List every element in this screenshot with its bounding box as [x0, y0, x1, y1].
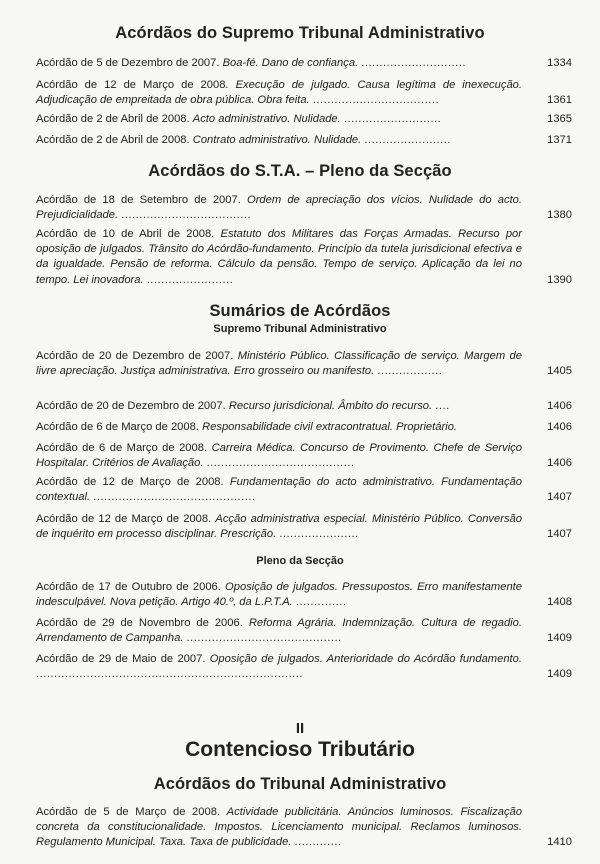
entry-date: Acórdão de 20 de Dezembro de 2007.	[36, 350, 234, 362]
index-entry: Acórdão de 17 de Outubro de 2006. Oposição de julgados. Pressupostos. Erro manifestamente indesculpável. Nova petição. Artigo 40.º, da L.P.T.A. .............. 1408	[36, 580, 572, 610]
entry-date: Acórdão de 2 de Abril de 2008.	[36, 113, 190, 125]
entry-subject: Reforma Agrária. Indemnização. Cultura de regadio. Arrendamento de Campanha.	[36, 617, 522, 645]
entry-date: Acórdão de 17 de Outubro de 2006.	[36, 581, 221, 593]
entry-page: 1365	[547, 113, 572, 125]
entry-page: 1409	[547, 632, 572, 645]
entry-page: 1410	[547, 836, 572, 849]
entry-date: Acórdão de 6 de Março de 2008.	[36, 421, 199, 433]
part-title: Contencioso Tributário	[185, 738, 415, 761]
entry-date: Acórdão de 12 de Março de 2008.	[36, 513, 212, 525]
index-entry: Acórdão de 12 de Março de 2008. Fundamentação do acto administrativo. Fundamentação contextual. ............................................. 1407	[36, 475, 572, 505]
entry-date: Acórdão de 18 de Setembro de 2007.	[36, 194, 241, 206]
entry-subject: Boa-fé. Dano de confiança.	[222, 57, 359, 69]
entry-date: Acórdão de 12 de Março de 2008.	[36, 79, 229, 91]
index-entry: Acórdão de 10 de Abril de 2008. Estatuto dos Militares das Forças Armadas. Recurso por oposição de julgados. Trânsito do Acórdão-fundamento. Princípio da tutela jurisdicional efectiva e da igualdade. Pensão de reforma. Cálculo da pensão. Tempo de serviço. Aplicação da lei no tempo. Lei inovadora. ........................ 1390	[36, 227, 572, 288]
entry-subject: Ministério Público. Classificação de serviço. Margem de livre apreciação. Justiça administrativa. Erro grosseiro ou manifesto.	[36, 350, 522, 378]
entry-date: Acórdão de 29 de Novembro de 2006.	[36, 617, 243, 629]
entry-page: 1406	[547, 457, 572, 470]
index-entry: Acórdão de 6 de Março de 2008. Carreira Médica. Concurso de Provimento. Chefe de Serviço Hospitalar. Critérios de Avaliação. ......................................... 1406	[36, 441, 572, 471]
index-entry: Acórdão de 5 de Dezembro de 2007. Boa-fé. Dano de confiança. ............................. 1334	[36, 56, 572, 71]
index-entry: Acórdão de 29 de Novembro de 2006. Reforma Agrária. Indemnização. Cultura de regadio. Arrendamento de Campanha. ........................................... 1409	[36, 616, 572, 646]
entry-subject: Contrato administrativo. Nulidade.	[192, 134, 362, 146]
index-entry: Acórdão de 2 de Abril de 2008. Contrato administrativo. Nulidade. ........................ 1371	[36, 133, 572, 148]
entry-subject: Carreira Médica. Concurso de Provimento. Chefe de Serviço Hospitalar. Critérios de Avaliação.	[36, 442, 523, 470]
entry-subject: Actividade publicitária. Anúncios luminosos. Fiscalização concreta da constitucionalidade. Impostos. Licenciamento municipal. Reclamos luminosos. Regulamento Municipal. Taxa. Taxa de publicidade.	[36, 806, 522, 849]
section-title-tributario: Acórdãos do Tribunal Administrativo	[153, 775, 447, 793]
index-entry: Acórdão de 29 de Maio de 2007. Oposição de julgados. Anterioridade do Acórdão fundamento. .......................................................................... 1409	[36, 652, 572, 682]
entry-subject: Oposição de julgados. Anterioridade do Acórdão fundamento.	[209, 653, 522, 665]
index-entry: Acórdão de 18 de Setembro de 2007. Ordem de apreciação dos vícios. Nulidade do acto. Prejudicialidade. .................................... 1380	[36, 193, 572, 223]
entry-page: 1334	[547, 57, 572, 69]
entry-page: 1371	[547, 134, 572, 146]
entry-date: Acórdão de 6 de Março de 2008.	[36, 442, 208, 454]
index-entry: Acórdão de 12 de Março de 2008. Acção administrativa especial. Ministério Público. Conversão de inquérito em processo disciplinar. Prescrição. ...................... 1407	[36, 512, 572, 542]
entry-date: Acórdão de 20 de Dezembro de 2007.	[36, 400, 226, 412]
entry-subject: Estatuto dos Militares das Forças Armadas. Recurso por oposição de julgados. Trânsito do Acórdão-fundamento. Princípio da tutela jurisdicional efectiva e da igualdade. Pensão de reforma. Cálculo da pensão. Tempo de serviço. Aplicação da lei no tempo. Lei inovadora.	[36, 228, 522, 286]
section-title-sumarios: Sumários de Acórdãos	[209, 302, 391, 320]
index-entry: Acórdão de 20 de Dezembro de 2007. Recurso jurisdicional. Âmbito do recurso. .... 1406	[36, 399, 572, 414]
entry-date: Acórdão de 5 de Março de 2008.	[36, 806, 221, 818]
entry-page: 1361	[547, 94, 572, 107]
entry-page: 1406	[547, 400, 572, 412]
entry-page: 1409	[547, 668, 572, 681]
entry-page: 1408	[547, 596, 572, 609]
entry-date: Acórdão de 10 de Abril de 2008.	[36, 228, 215, 240]
entry-date: Acórdão de 2 de Abril de 2008.	[36, 134, 190, 146]
section-title-pleno: Acórdãos do S.T.A. – Pleno da Secção	[148, 162, 452, 180]
index-entry: Acórdão de 5 de Março de 2008. Actividade publicitária. Anúncios luminosos. Fiscalização concreta da constitucionalidade. Impostos. Licenciamento municipal. Reclamos luminosos. Regulamento Municipal. Taxa. Taxa de publicidade. ............. 1410	[36, 805, 572, 851]
entry-subject: Recurso jurisdicional. Âmbito do recurso.	[228, 400, 433, 412]
entry-page: 1406	[547, 421, 572, 433]
entry-page: 1390	[547, 273, 572, 286]
entry-date: Acórdão de 5 de Dezembro de 2007.	[36, 57, 220, 69]
entry-subject: Acto administrativo. Nulidade.	[192, 113, 341, 125]
entry-subject: Ordem de apreciação dos vícios. Nulidade do acto. Prejudicialidade.	[36, 194, 523, 222]
index-entry	[36, 420, 572, 435]
section-subtitle-pleno: Pleno da Secção	[256, 555, 344, 567]
entry-date: Acórdão de 12 de Março de 2008.	[36, 476, 224, 488]
entry-subject: Execução de julgado. Causa legítima de inexecução. Adjudicação de empreitada de obra pública. Obra feita.	[36, 79, 523, 107]
index-entry: Acórdão de 20 de Dezembro de 2007. Ministério Público. Classificação de serviço. Margem de livre apreciação. Justiça administrativa. Erro grosseiro ou manifesto. .................. 1405	[36, 349, 572, 379]
entry-subject: Acção administrativa especial. Ministério Público. Conversão de inquérito em processo disciplinar. Prescrição.	[36, 513, 523, 541]
section-subtitle-sta: Supremo Tribunal Administrativo	[213, 323, 387, 335]
part-numeral: II	[295, 720, 305, 737]
entry-page: 1407	[547, 491, 572, 504]
index-entry: Acórdão de 2 de Abril de 2008. Acto administrativo. Nulidade. ........................... 1365	[36, 112, 572, 127]
entry-subject: Fundamentação do acto administrativo. Fundamentação contextual.	[36, 476, 522, 504]
section-title-sta: Acórdãos do Supremo Tribunal Administrativo	[115, 24, 485, 42]
index-entry: Acórdão de 12 de Março de 2008. Execução de julgado. Causa legítima de inexecução. Adjudicação de empreitada de obra pública. Obra feita. ................................... 1361	[36, 78, 572, 108]
entry-page: 1405	[547, 365, 572, 378]
entry-page: 1380	[547, 209, 572, 222]
entry-subject: Oposição de julgados. Pressupostos. Erro manifestamente indesculpável. Nova petição. Artigo 40.º, da L.P.T.A.	[36, 581, 522, 609]
entry-page: 1407	[547, 528, 572, 541]
entry-date: Acórdão de 29 de Maio de 2007.	[36, 653, 206, 665]
entry-subject: Responsabilidade civil extracontratual. Proprietário.	[202, 421, 458, 433]
